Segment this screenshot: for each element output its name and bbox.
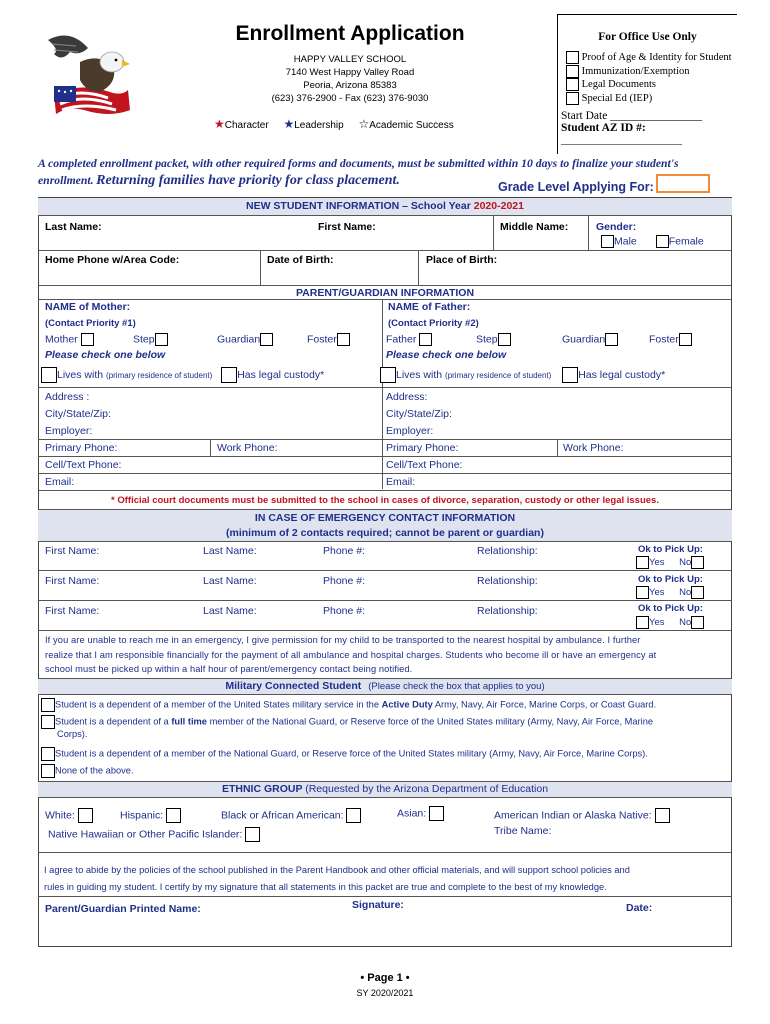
military-option-full-time: Student is a dependent of a full time member of the National Guard, or Reserve force of the United States military (Army, Navy, Air Force, Marine Corps). [41, 715, 731, 747]
office-item: Special Ed (IEP) [566, 92, 737, 106]
gender-label: Gender: [596, 221, 637, 233]
gender-options: Male Female [601, 235, 704, 248]
father-cell-field[interactable]: Cell/Text Phone: [386, 459, 463, 471]
mother-cell-field[interactable]: Cell/Text Phone: [45, 459, 122, 471]
full-time-guard-checkbox[interactable] [41, 715, 55, 729]
star-icon: ★ [214, 117, 225, 131]
signature-field[interactable]: Signature: [352, 899, 404, 911]
intro-text-line1: A completed enrollment packet, with other required forms and documents, must be submitted within 10 days to finalize your student's [38, 157, 679, 170]
date-of-birth-field[interactable]: Date of Birth: [267, 254, 334, 266]
ethnic-black: Black or African American: [221, 808, 361, 823]
emergency-relationship-2[interactable]: Relationship: [477, 575, 538, 587]
active-duty-checkbox[interactable] [41, 698, 55, 712]
emergency-last-name-1[interactable]: Last Name: [203, 545, 257, 557]
value-character: Character [224, 120, 269, 131]
pickup-label-3: Ok to Pick Up: [638, 603, 703, 614]
pickup-label-1: Ok to Pick Up: [638, 544, 703, 555]
none-military-checkbox[interactable] [41, 764, 55, 778]
mother-email-field[interactable]: Email: [45, 476, 75, 488]
ethnic-white: White: [45, 808, 93, 823]
female-checkbox[interactable] [656, 235, 669, 248]
emergency-first-name-3[interactable]: First Name: [45, 605, 100, 617]
father-email-field[interactable]: Email: [386, 476, 416, 488]
student-last-name-field[interactable]: Last Name: [45, 221, 102, 233]
father-foster-checkbox[interactable] [679, 333, 692, 346]
black-checkbox[interactable] [346, 808, 361, 823]
emergency-last-name-3[interactable]: Last Name: [203, 605, 257, 617]
emergency-consent: If you are unable to reach me in an emergency, I give permission for my child to be transported to the nearest hospital by ambulance. I further realize that I am responsible financially for the payment of all ambulance and hospital charges. Students who become ill or have an emergency at school must be picked up within a half hour of parent/emergency contact being notified. [45, 635, 657, 674]
emergency-first-name-2[interactable]: First Name: [45, 575, 100, 587]
mother-checkbox[interactable] [81, 333, 94, 346]
value-leadership: Leadership [294, 120, 344, 131]
student-first-name-field[interactable]: First Name: [318, 221, 376, 233]
pickup-options-2: Yes No [636, 586, 704, 599]
father-city-field[interactable]: City/State/Zip: [386, 408, 452, 420]
mother-address-field[interactable]: Address : [45, 391, 90, 403]
office-checkbox[interactable] [566, 65, 579, 78]
office-item: Proof of Age & Identity for Student [566, 51, 737, 65]
star-outline-icon: ☆ [358, 117, 370, 131]
ethnic-heading: ETHNIC GROUP (Requested by the Arizona Department of Education [38, 782, 732, 797]
mother-priority: (Contact Priority #1) [45, 318, 136, 329]
mother-check-one: Please check one below [45, 349, 166, 361]
eagle-flag-logo [40, 22, 135, 122]
emergency-relationship-3[interactable]: Relationship: [477, 605, 538, 617]
mother-custody-checkbox[interactable] [221, 367, 237, 383]
place-of-birth-field[interactable]: Place of Birth: [426, 254, 498, 266]
father-lives-with-checkbox[interactable] [380, 367, 396, 383]
star-icon: ★ [283, 117, 295, 131]
student-middle-name-field[interactable]: Middle Name: [500, 221, 569, 233]
white-checkbox[interactable] [78, 808, 93, 823]
father-name-field[interactable]: NAME of Father: [388, 301, 471, 313]
military-option-guard-reserve: Student is a dependent of a member of the National Guard, or Reserve force of the United States military (Army, Navy, Air Force, Marine Corps). [41, 747, 731, 764]
mother-city-field[interactable]: City/State/Zip: [45, 408, 111, 420]
american-indian-checkbox[interactable] [655, 808, 670, 823]
pickup-no-checkbox[interactable] [691, 586, 704, 599]
mother-lives-with-checkbox[interactable] [41, 367, 57, 383]
guard-reserve-checkbox[interactable] [41, 747, 55, 761]
emergency-phone-2[interactable]: Phone #: [323, 575, 366, 587]
hawaiian-checkbox[interactable] [245, 827, 260, 842]
pickup-label-2: Ok to Pick Up: [638, 574, 703, 585]
school-address-street: 7140 West Happy Valley Road [285, 67, 415, 78]
intro-text-line2: enrollment. Returning families have priority for class placement. [38, 173, 400, 188]
student-section-heading: NEW STUDENT INFORMATION – School Year 2020-2021 [38, 198, 732, 215]
father-relation-options: Father Step Guardian Foster [386, 333, 726, 346]
father-priority: (Contact Priority #2) [388, 318, 479, 329]
father-employer-field[interactable]: Employer: [386, 425, 434, 437]
mother-work-phone-field[interactable]: Work Phone: [217, 442, 278, 454]
pickup-yes-checkbox[interactable] [636, 556, 649, 569]
pickup-no-checkbox[interactable] [691, 616, 704, 629]
office-use-box [557, 14, 737, 154]
pickup-options-1: Yes No [636, 556, 704, 569]
student-az-id-field[interactable]: Student AZ ID #: [561, 122, 646, 134]
ethnic-hawaiian: Native Hawaiian or Other Pacific Islander: [48, 827, 260, 842]
hispanic-checkbox[interactable] [166, 808, 181, 823]
ethnic-asian: Asian: [397, 806, 444, 821]
returning-families-note: Returning families have priority for class placement. [96, 173, 400, 188]
military-option-active-duty: Student is a dependent of a member of the United States military service in the Active Duty Army, Navy, Air Force, Marine Corps, or Coast Guard. [41, 698, 731, 715]
office-checkbox[interactable] [566, 92, 579, 105]
school-address-city: Peoria, Arizona 85383 [303, 80, 397, 91]
school-name: HAPPY VALLEY SCHOOL [293, 54, 407, 65]
date-field[interactable]: Date: [626, 902, 653, 914]
grade-level-label: Grade Level Applying For: [498, 180, 654, 194]
emergency-phone-3[interactable]: Phone #: [323, 605, 366, 617]
military-option-none: None of the above. [41, 764, 731, 781]
mother-guardian-checkbox[interactable] [260, 333, 273, 346]
page-number: • Page 1 • [360, 972, 410, 984]
asian-checkbox[interactable] [429, 806, 444, 821]
father-step-checkbox[interactable] [498, 333, 511, 346]
office-checkbox[interactable] [566, 78, 579, 91]
school-year-footer: SY 2020/2021 [356, 988, 414, 998]
start-date-field[interactable]: Start Date ________________ [561, 110, 703, 122]
page-title: Enrollment Application [235, 22, 465, 45]
ethnic-hispanic: Hispanic: [120, 808, 181, 823]
school-phone: (623) 376-2900 - Fax (623) 376-9030 [271, 93, 429, 104]
home-phone-field[interactable]: Home Phone w/Area Code: [45, 254, 180, 266]
military-heading: Military Connected Student (Please check the box that applies to you) [38, 679, 732, 694]
father-address-field[interactable]: Address: [386, 391, 428, 403]
school-year: 2020-2021 [473, 200, 524, 212]
emergency-relationship-1[interactable]: Relationship: [477, 545, 538, 557]
father-work-phone-field[interactable]: Work Phone: [563, 442, 624, 454]
male-checkbox[interactable] [601, 235, 614, 248]
pickup-no-checkbox[interactable] [691, 556, 704, 569]
father-checkbox[interactable] [419, 333, 432, 346]
mother-primary-phone-field[interactable]: Primary Phone: [45, 442, 118, 454]
school-values [214, 117, 454, 131]
emergency-first-name-1[interactable]: First Name: [45, 545, 100, 557]
emergency-last-name-2[interactable]: Last Name: [203, 575, 257, 587]
office-item: Immunization/Exemption [566, 65, 737, 79]
mother-employer-field[interactable]: Employer: [45, 425, 93, 437]
mother-step-checkbox[interactable] [155, 333, 168, 346]
father-primary-phone-field[interactable]: Primary Phone: [386, 442, 459, 454]
printed-name-field[interactable]: Parent/Guardian Printed Name: [45, 903, 201, 915]
tribe-name-field[interactable]: Tribe Name: [494, 825, 552, 837]
father-residence-options: Lives with (primary residence of student) Has legal custody* [380, 367, 665, 383]
agreement-text: I agree to abide by the policies of the school published in the Parent Handbook and other official materials, and will support school policies and rules in guiding my student. I certify by my signature that all statements in this packet are true and complete to the best of my knowledge. [44, 865, 630, 892]
mother-relation-options: Mother Step Guardian Foster [45, 333, 380, 346]
emergency-phone-1[interactable]: Phone #: [323, 545, 366, 557]
office-item: Legal Documents [566, 78, 737, 92]
emergency-heading: IN CASE OF EMERGENCY CONTACT INFORMATION (minimum of 2 contacts required; cannot be parent or guardian) [38, 510, 732, 541]
office-use-title: For Office Use Only [598, 31, 697, 43]
military-options [41, 698, 731, 781]
father-guardian-checkbox[interactable] [605, 333, 618, 346]
father-check-one: Please check one below [386, 349, 507, 361]
pickup-yes-checkbox[interactable] [636, 586, 649, 599]
grade-level-input[interactable] [656, 174, 710, 193]
value-academic: Academic Success [369, 120, 454, 131]
student-az-id-line: ______________________ [561, 134, 682, 146]
mother-foster-checkbox[interactable] [337, 333, 350, 346]
court-documents-note: * Official court documents must be submitted to the school in cases of divorce, separation, custody or other legal issues. [111, 495, 659, 506]
parent-section-heading: PARENT/GUARDIAN INFORMATION [295, 287, 475, 299]
father-custody-checkbox[interactable] [562, 367, 578, 383]
mother-residence-options: Lives with (primary residence of student) Has legal custody* [41, 367, 324, 383]
pickup-yes-checkbox[interactable] [636, 616, 649, 629]
ethnic-american-indian: American Indian or Alaska Native: [494, 808, 670, 823]
office-checkbox[interactable] [566, 51, 579, 64]
pickup-options-3: Yes No [636, 616, 704, 629]
mother-name-field[interactable]: NAME of Mother: [45, 301, 131, 313]
